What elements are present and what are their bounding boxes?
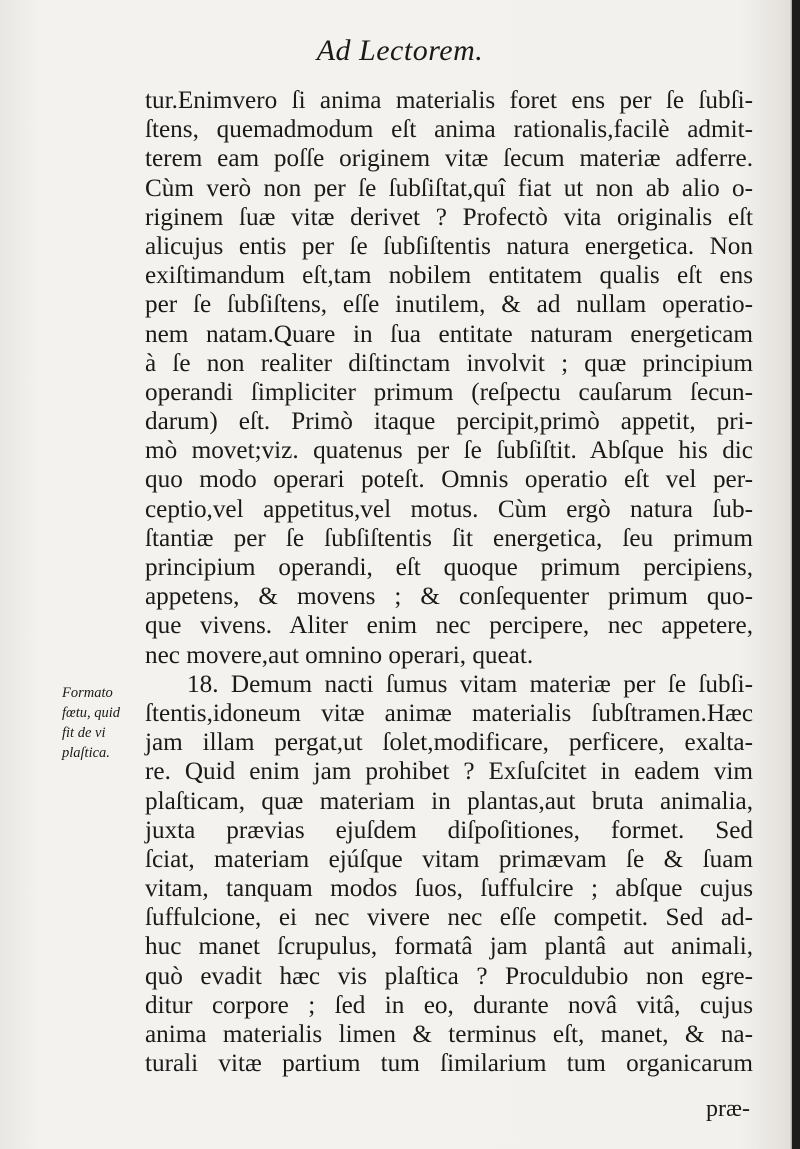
text-line: ſtentis,idoneum vitæ animæ materialis ſubſtramen.Hæc xyxy=(145,699,753,727)
text-line: mò movet;viz. quatenus per ſe ſubſiſtit. Abſque his dic xyxy=(145,437,753,465)
text-line: operandi ſimpliciter primum (reſpectu cauſarum ſecun- xyxy=(145,378,753,406)
text-line: plaſticam, quæ materiam in plantas,aut bruta animalia, xyxy=(145,787,753,815)
text-line: vitam, tanquam modos ſuos, ſuffulcire ; abſque cujus xyxy=(145,875,753,903)
body-text xyxy=(145,86,753,1078)
text-line: Cùm verò non per ſe ſubſiſtat,quî fiat ut non ab alio o- xyxy=(145,174,753,202)
text-line: jam illam pergat,ut ſolet,modificare, perficere, exalta- xyxy=(145,729,753,757)
text-line: ſuffulcione, ei nec vivere nec eſſe competit. Sed ad- xyxy=(145,904,753,932)
page-edge-shadow xyxy=(792,0,800,1149)
text-line: quò evadit hæc vis plaſtica ? Proculdubio non egre- xyxy=(145,962,753,990)
paragraph-start-line: 18. Demum nacti ſumus vitam materiæ per ſe ſubſi- xyxy=(187,670,753,698)
text-line: riginem ſuæ vitæ derivet ? Profectò vita originalis eſt xyxy=(145,203,753,231)
text-line: ditur corpore ; ſed in eo, durante novâ vitâ, cujus xyxy=(145,991,753,1019)
text-line: exiſtimandum eſt,tam nobilem entitatem qualis eſt ens xyxy=(145,262,753,290)
text-line: re. Quid enim jam prohibet ? Exſuſcitet in eadem vim xyxy=(145,758,753,786)
text-line: ſtantiæ per ſe ſubſiſtentis ſit energetica, ſeu primum xyxy=(145,524,753,552)
text-line: anima materialis limen & terminus eſt, manet, & na- xyxy=(145,1021,753,1048)
running-header: Ad Lectorem. xyxy=(316,34,484,67)
text-line: turali vitæ partium tum ſimilarium tum organicarum xyxy=(145,1050,753,1078)
text-line: ſciat, materiam ejúſque vitam primævam ſe & ſuam xyxy=(145,845,753,873)
text-line: principium operandi, eſt quoque primum percipiens, xyxy=(145,554,753,581)
text-line: à ſe non realiter diſtinctam involvit ; quæ principium xyxy=(145,349,753,377)
marginal-note-line: plaſtica. xyxy=(62,745,110,761)
text-line: tur.Enimvero ſi anima materialis foret ens per ſe ſubſi- xyxy=(145,87,753,114)
catchword: præ- xyxy=(706,1096,750,1122)
text-line: appetens, & movens ; & conſequenter primum quo- xyxy=(145,583,753,611)
text-line: que vivens. Aliter enim nec percipere, nec appetere, xyxy=(145,612,753,640)
text-line: ceptio,vel appetitus,vel motus. Cùm ergò natura ſub- xyxy=(145,495,753,523)
marginal-note-line: fœtu, quid xyxy=(62,705,121,721)
text-line: huc manet ſcrupulus, formatâ jam plantâ aut animali, xyxy=(145,933,753,961)
text-line: terem eam poſſe originem vitæ ſecum materiæ adferre. xyxy=(145,145,753,173)
text-line: alicujus entis per ſe ſubſiſtentis natura energetica. Non xyxy=(145,232,753,260)
text-line: nem natam.Quare in ſua entitate naturam energeticam xyxy=(145,320,753,348)
text-line: quo modo operari poteſt. Omnis operatio eſt vel per- xyxy=(145,466,753,494)
text-line: per ſe ſubſiſtens, eſſe inutilem, & ad nullam operatio- xyxy=(145,291,753,319)
marginal-note-line: fit de vi xyxy=(62,725,106,741)
marginal-note-line: Formato xyxy=(62,685,113,701)
text-line: nec movere,aut omnino operari, queat. xyxy=(145,641,534,669)
text-line: juxta prævias ejuſdem diſpoſitiones, formet. Sed xyxy=(145,816,753,844)
text-line: darum) eſt. Primò itaque percipit,primò appetit, pri- xyxy=(145,408,753,436)
text-line: ſtens, quemadmodum eſt anima rationalis,facilè admit- xyxy=(145,116,753,144)
